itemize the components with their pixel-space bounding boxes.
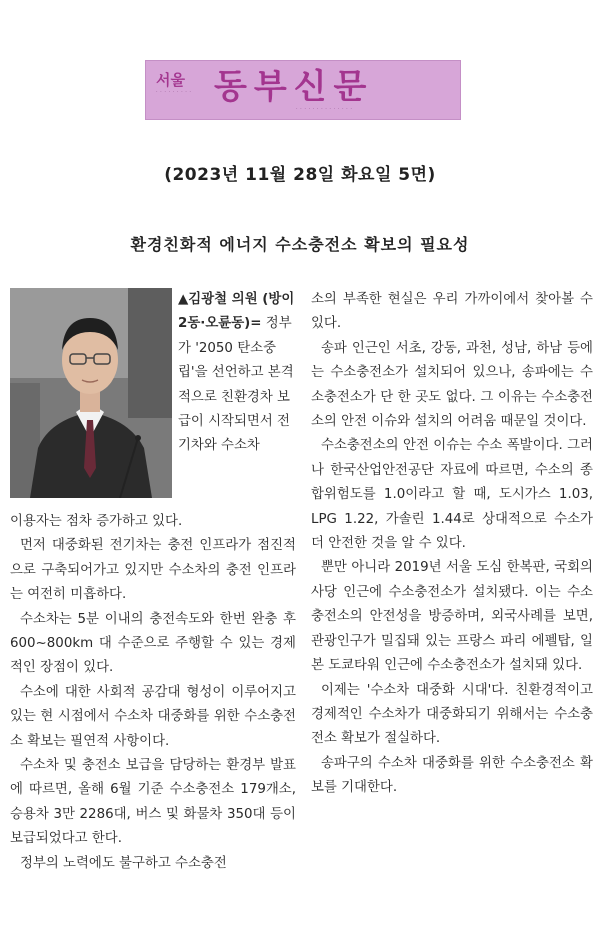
- paragraph: 이용자는 점차 증가하고 있다.: [10, 514, 183, 529]
- intro-text: 정부가 '2050 탄소중립'을 선언하고 본격적으로 친환경차 보급이 시작되면서 전기차와 수소차: [178, 316, 294, 454]
- intro-text-block: [178, 288, 295, 459]
- right-column: [311, 288, 593, 801]
- masthead-tiny-text: · · · · · · · · ·: [156, 89, 192, 95]
- paragraph: 송파 인근인 서초, 강동, 과천, 성남, 하남 등에는 수소충전소가 설치되어 있으나, 송파에는 수소충전소가 단 한 곳도 없다. 그 이유는 수소충전소의 안전 이슈와 설치의 어려움 때문일 것이다.: [311, 340, 593, 430]
- paragraph: 수소충전소의 안전 이슈는 수소 폭발이다. 그러나 한국산업안전공단 자료에 따르면, 수소의 종합위험도를 1.0이라고 할 때, 도시가스 1.03, LPG 1.22, 가솔린 1.44로 상대적으로 수소가 더 안전한 것을 알 수 있다.: [311, 438, 593, 552]
- masthead-logo: [145, 60, 461, 120]
- paragraph: 수소에 대한 사회적 공감대 형성이 이루어지고 있는 현 시점에서 수소차 대중화를 위한 수소충전소 확보는 필연적 사항이다.: [10, 684, 296, 749]
- paragraph: 수소차 및 충전소 보급을 담당하는 환경부 발표에 따르면, 올해 6월 기준 수소충전소 179개소, 승용차 3만 2286대, 버스 및 화물차 350대 등이 보급되었다고 한다.: [10, 758, 296, 847]
- paragraph: 송파구의 수소차 대중화를 위한 수소충전소 확보를 기대한다.: [311, 755, 593, 796]
- masthead-city: 서울: [156, 71, 185, 89]
- paragraph: 뿐만 아니라 2019년 서울 도심 한복판, 국회의사당 인근에 수소충전소가 설치됐다. 이는 수소충전소의 안전성을 방증하며, 외국사례를 보면, 관광인구가 밀집돼 있는 프랑스 파리 에펠탑, 일본 도쿄타워 인근에 수소충전소가 설치돼 있다.: [311, 560, 593, 674]
- paragraph: 정부의 노력에도 불구하고 수소충전: [20, 855, 227, 871]
- paragraph: 먼저 대중화된 전기차는 충전 인프라가 점진적으로 구축되어가고 있지만 수소차의 충전 인프라는 여전히 미흡하다.: [10, 538, 296, 603]
- paragraph: 소의 부족한 현실은 우리 가까이에서 찾아볼 수 있다.: [311, 292, 593, 332]
- left-column: [10, 510, 296, 876]
- paragraph: 이제는 '수소차 대중화 시대'다. 친환경적이고 경제적인 수소차가 대중화되기 위해서는 수소충전소 확보가 절실하다.: [311, 682, 593, 747]
- date-line: (2023년 11월 28일 화요일 5면): [164, 165, 436, 185]
- masthead-title: 동부신문: [214, 67, 374, 107]
- byline: ▲김광철 의원 (방이2동·오륜동)=: [178, 292, 295, 332]
- masthead-subtext: · · · · · · · · · · · · · ·: [296, 106, 353, 112]
- article-headline: 환경친화적 에너지 수소충전소 확보의 필요성: [130, 235, 470, 254]
- paragraph: 수소차는 5분 이내의 충전속도와 한번 완충 후 600~800km 대 수준으로 주행할 수 있는 경제적인 장점이 있다.: [10, 611, 296, 676]
- author-photo: [10, 288, 172, 498]
